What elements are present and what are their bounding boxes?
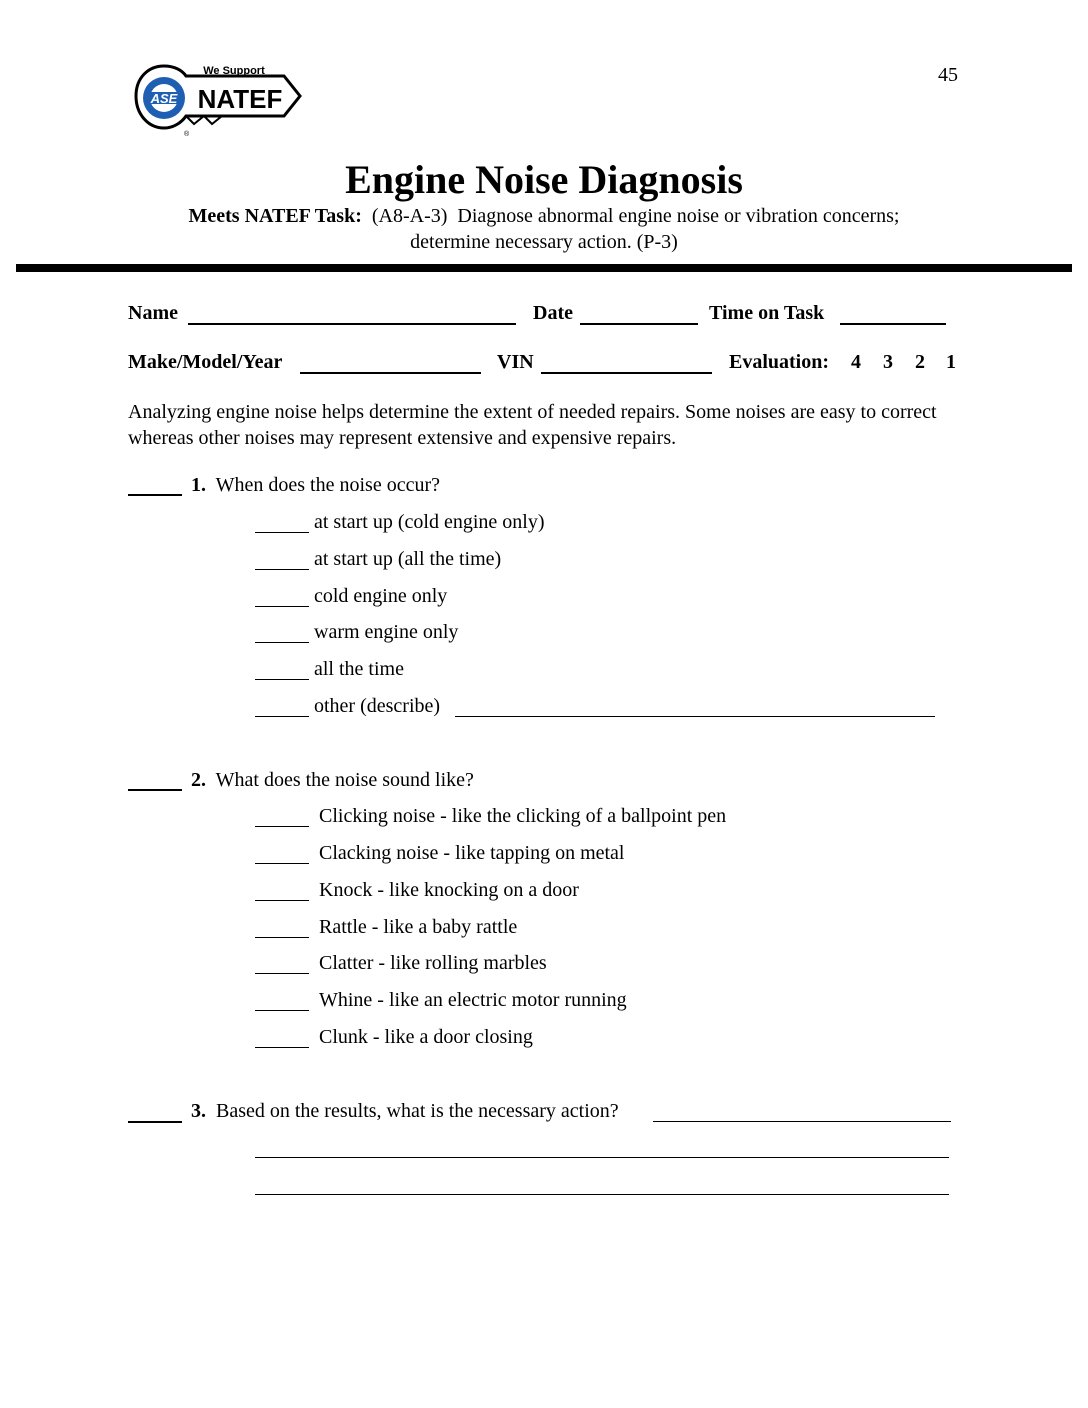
- evaluation-score-1[interactable]: 1: [946, 351, 956, 373]
- q2-option: Clunk - like a door closing: [319, 1026, 533, 1048]
- q2-option: Rattle - like a baby rattle: [319, 916, 518, 938]
- time-on-task-label: Time on Task: [709, 302, 825, 324]
- evaluation-score-3[interactable]: 3: [883, 351, 893, 373]
- q1-option: at start up (all the time): [314, 548, 502, 570]
- q1-option-blank[interactable]: [255, 569, 309, 570]
- q1-option-blank[interactable]: [255, 679, 309, 680]
- q1-option: other (describe): [314, 695, 441, 717]
- q3-text: Based on the results, what is the necessary action?: [216, 1100, 619, 1122]
- q1-option-blank[interactable]: [255, 532, 309, 533]
- logo-registered: ®: [184, 131, 190, 138]
- date-field[interactable]: [580, 323, 698, 325]
- header-divider: [16, 264, 1072, 272]
- q1-text: When does the noise occur?: [215, 474, 440, 496]
- q2-option: Clatter - like rolling marbles: [319, 952, 547, 974]
- page-title: Engine Noise Diagnosis: [345, 157, 743, 202]
- q3-number: 3.: [191, 1100, 206, 1122]
- ase-badge-text: ASE: [150, 91, 178, 106]
- q2-option-blank[interactable]: [255, 826, 309, 827]
- name-label: Name: [128, 302, 178, 324]
- q1-option-blank[interactable]: [255, 716, 309, 717]
- q1-option-blank[interactable]: [255, 606, 309, 607]
- q2-option-blank[interactable]: [255, 1047, 309, 1048]
- q1-option: warm engine only: [314, 621, 459, 643]
- q2-option-blank[interactable]: [255, 973, 309, 974]
- date-label: Date: [533, 302, 573, 324]
- q3-action-line[interactable]: [653, 1121, 951, 1122]
- q2-option-blank[interactable]: [255, 900, 309, 901]
- question-2: [191, 769, 474, 792]
- make-model-year-field[interactable]: [300, 372, 481, 374]
- q2-option: Clacking noise - like tapping on metal: [319, 842, 625, 864]
- intro-paragraph: Analyzing engine noise helps determine the extent of needed repairs. Some noises are easy to correct whereas other noises may represent extensive and expensive repairs.: [128, 401, 937, 449]
- page-number: 45: [938, 64, 958, 86]
- vin-field[interactable]: [541, 372, 712, 374]
- q2-option-blank[interactable]: [255, 863, 309, 864]
- q2-option: Knock - like knocking on a door: [319, 879, 579, 901]
- question-3: [191, 1100, 619, 1123]
- evaluation-label: Evaluation:: [729, 351, 830, 373]
- make-model-year-label: Make/Model/Year: [128, 351, 283, 373]
- q1-option: cold engine only: [314, 585, 448, 607]
- q1-option-blank[interactable]: [255, 642, 309, 643]
- task-line-1: [0, 205, 1088, 228]
- q3-action-line[interactable]: [255, 1194, 949, 1195]
- q3-answer-blank[interactable]: [128, 1121, 182, 1123]
- task-description: (A8-A-3) Diagnose abnormal engine noise or vibration concerns;: [361, 205, 900, 227]
- q1-option: all the time: [314, 658, 404, 680]
- logo-top-text: We Support: [203, 65, 265, 77]
- q3-action-line[interactable]: [255, 1157, 949, 1158]
- q1-number: 1.: [191, 474, 206, 496]
- q2-text: What does the noise sound like?: [215, 769, 474, 791]
- q2-number: 2.: [191, 769, 206, 791]
- evaluation-score-2[interactable]: 2: [915, 351, 925, 373]
- q2-answer-blank[interactable]: [128, 789, 182, 791]
- time-on-task-field[interactable]: [840, 323, 946, 325]
- question-1: [191, 474, 440, 497]
- q2-option-blank[interactable]: [255, 1010, 309, 1011]
- evaluation-score-4[interactable]: 4: [851, 351, 861, 373]
- name-field[interactable]: [188, 323, 516, 325]
- q2-option: Clicking noise - like the clicking of a ballpoint pen: [319, 805, 727, 827]
- q2-option-blank[interactable]: [255, 937, 309, 938]
- q1-other-describe-line[interactable]: [455, 716, 935, 717]
- q1-answer-blank[interactable]: [128, 494, 182, 496]
- q1-option: at start up (cold engine only): [314, 511, 545, 533]
- natef-logo: [134, 62, 302, 140]
- task-label: Meets NATEF Task:: [188, 205, 362, 227]
- task-line-2: determine necessary action. (P-3): [410, 231, 678, 253]
- vin-label: VIN: [497, 351, 534, 373]
- q2-option: Whine - like an electric motor running: [319, 989, 627, 1011]
- logo-brand: NATEF: [197, 84, 283, 114]
